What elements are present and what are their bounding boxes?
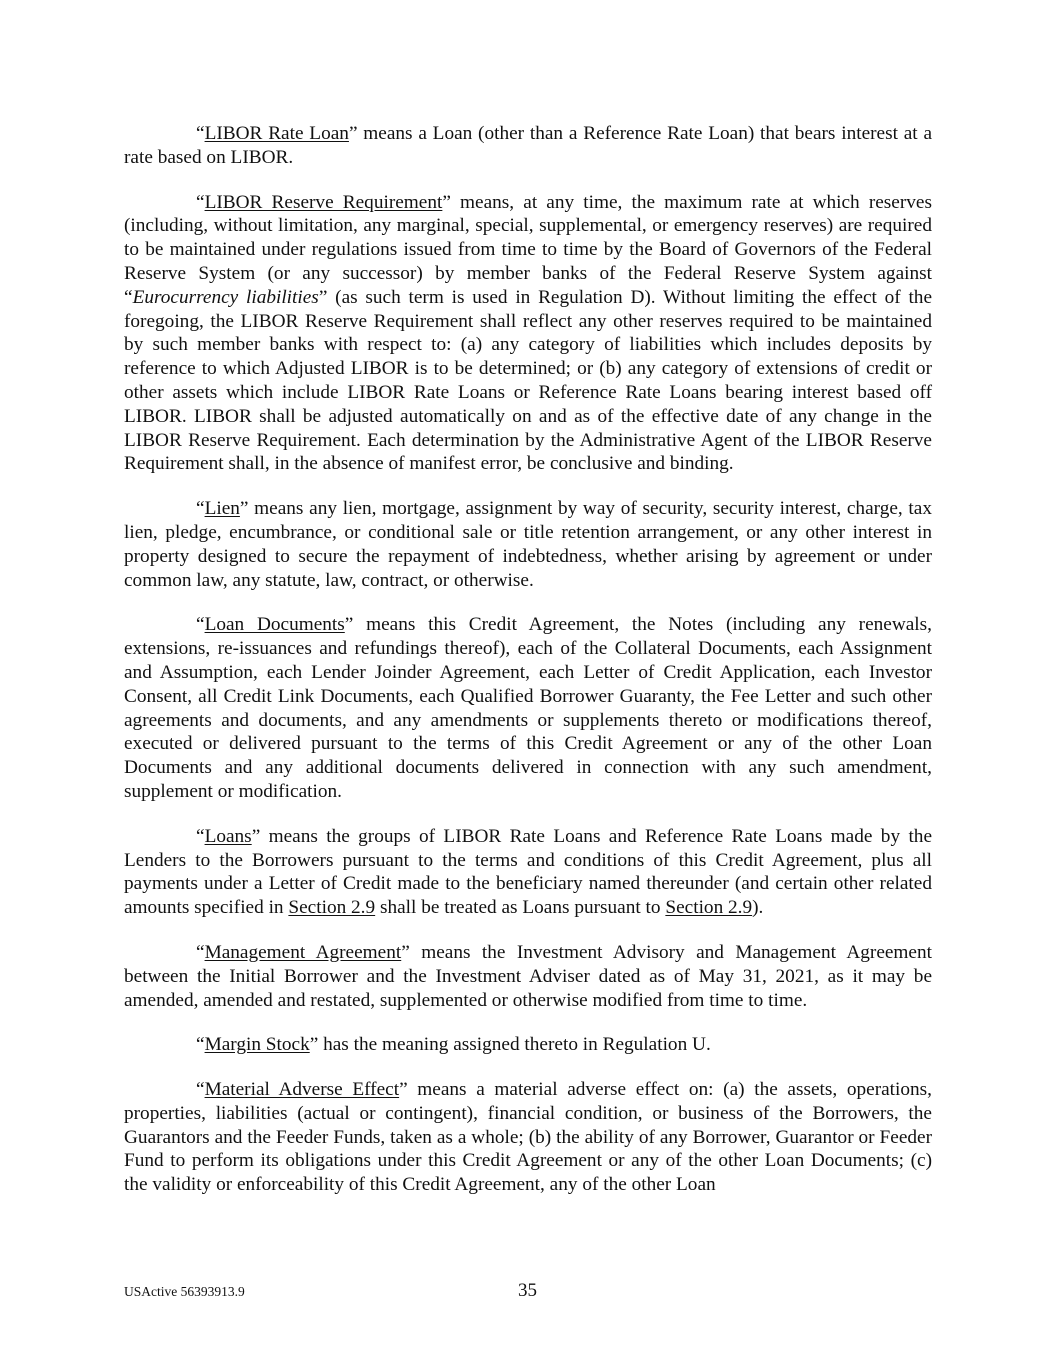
definition-text: “	[196, 498, 205, 520]
definition-margin-stock	[124, 1033, 932, 1057]
document-body	[124, 122, 932, 1218]
definition-text: ” means a Loan (other than a Reference Rate Loan) that bears interest at a rate based on LIBOR.	[124, 123, 933, 168]
definition-text: “	[196, 614, 205, 636]
defined-term: LIBOR Rate Loan	[204, 123, 349, 144]
defined-term: Material Adverse Effect	[204, 1079, 400, 1101]
definition-loans	[124, 825, 932, 920]
defined-term: LIBOR Reserve Requirement	[204, 191, 443, 213]
definition-libor-reserve-requirement	[124, 191, 932, 477]
definition-text: ” means any lien, mortgage, assignment by way of security, security interest, charge, tax lien, pledge, encumbrance, or conditional sale or title retention arrangement, or any other interest in property designed to secure the repayment of indebtedness, whether arising by agreement or under common law, any statute, law, contract, or otherwise.	[124, 498, 932, 591]
definition-loan-documents	[124, 613, 932, 803]
definition-text: “	[196, 191, 205, 213]
definition-text: ” means the groups of LIBOR Rate Loans and Reference Rate Loans made by the Lenders to the Borrowers pursuant to the terms and conditions of this Credit Agreement, plus all payments under a Letter of Credit made to the beneficiary named thereunder (and certain other related amounts specified in	[124, 825, 932, 919]
definition-text: ” (as such term is used in Regulation D). Without limiting the effect of the foregoing, the LIBOR Reserve Requirement shall reflect any other reserves required to be maintained by such member banks with respect to: (a) any category of liabilities which includes deposits by reference to which Adjusted LIBOR is to be determined; or (b) any category of extensions of credit or other assets which include LIBOR Rate Loans or Reference Rate Loans bearing interest based off LIBOR. LIBOR shall be adjusted automatically on and as of the effective date of any change in the LIBOR Reserve Requirement. Each determination by the Administrative Agent of the LIBOR Reserve Requirement shall, in the absence of manifest error, be conclusive and binding.	[124, 286, 933, 475]
definition-text: ).	[752, 897, 764, 919]
definition-lien	[124, 497, 932, 592]
defined-term: Management Agreement	[204, 941, 402, 963]
italic-term: Eurocurrency liabilities	[132, 286, 319, 308]
defined-term: Loans	[204, 825, 252, 847]
definition-management-agreement	[124, 941, 932, 1012]
defined-term: Section 2.9	[288, 897, 376, 919]
definition-text: “	[196, 941, 205, 963]
footer-document-id: USActive 56393913.9	[124, 1284, 245, 1299]
defined-term: Loan Documents	[204, 614, 345, 636]
definition-material-adverse-effect	[124, 1078, 932, 1197]
defined-term: Section 2.9	[665, 897, 753, 919]
definition-text: ” means, at any time, the maximum rate at which reserves (including, without limitation, any marginal, special, supplemental, or emergency reserves) are required to be maintained under regulations issued from time to time by the Board of Governors of the Federal Reserve System (or any successor) by member banks of the Federal Reserve System against “	[124, 191, 932, 308]
definition-text: ” means a material adverse effect on: (a) the assets, operations, properties, liabilities (actual or contingent), financial condition, or business of the Borrowers, the Guarantors and the Feeder Funds, taken as a whole; (b) the ability of any Borrower, Guarantor or Feeder Fund to perform its obligations under this Credit Agreement or any of the other Loan Documents; (c) the validity or enforceability of this Credit Agreement, any of the other Loan	[124, 1079, 932, 1196]
defined-term: Lien	[204, 498, 240, 520]
definition-text: ” means the Investment Advisory and Management Agreement between the Initial Borrower and the Investment Adviser dated as of May 31, 2021, as it may be amended, amended and restated, supplemented or otherwise modified from time to time.	[124, 941, 932, 1011]
page-number: 35	[518, 1280, 537, 1301]
definition-text: “	[196, 123, 205, 144]
definition-text: ” has the meaning assigned thereto in Regulation U.	[309, 1034, 711, 1056]
definition-text: shall be treated as Loans pursuant to	[375, 897, 666, 919]
defined-term: Margin Stock	[204, 1034, 310, 1056]
definition-text: “	[196, 825, 205, 847]
definition-text: “	[196, 1079, 205, 1101]
definition-text: “	[196, 1034, 205, 1056]
definition-text: ” means this Credit Agreement, the Notes (including any renewals, extensions, re-issuances and refundings thereof), each of the Collateral Documents, each Assignment and Assumption, each Lender Joinder Agreement, each Letter of Credit Application, each Investor Consent, all Credit Link Documents, each Qualified Borrower Guaranty, the Fee Letter and such other agreements and documents, and any amendments or supplements thereto or modifications thereof, executed or delivered pursuant to the terms of this Credit Agreement or any of the other Loan Documents and any additional documents delivered in connection with any such amendment, supplement or modification.	[124, 614, 932, 802]
definition-libor-rate-loan	[124, 122, 932, 170]
